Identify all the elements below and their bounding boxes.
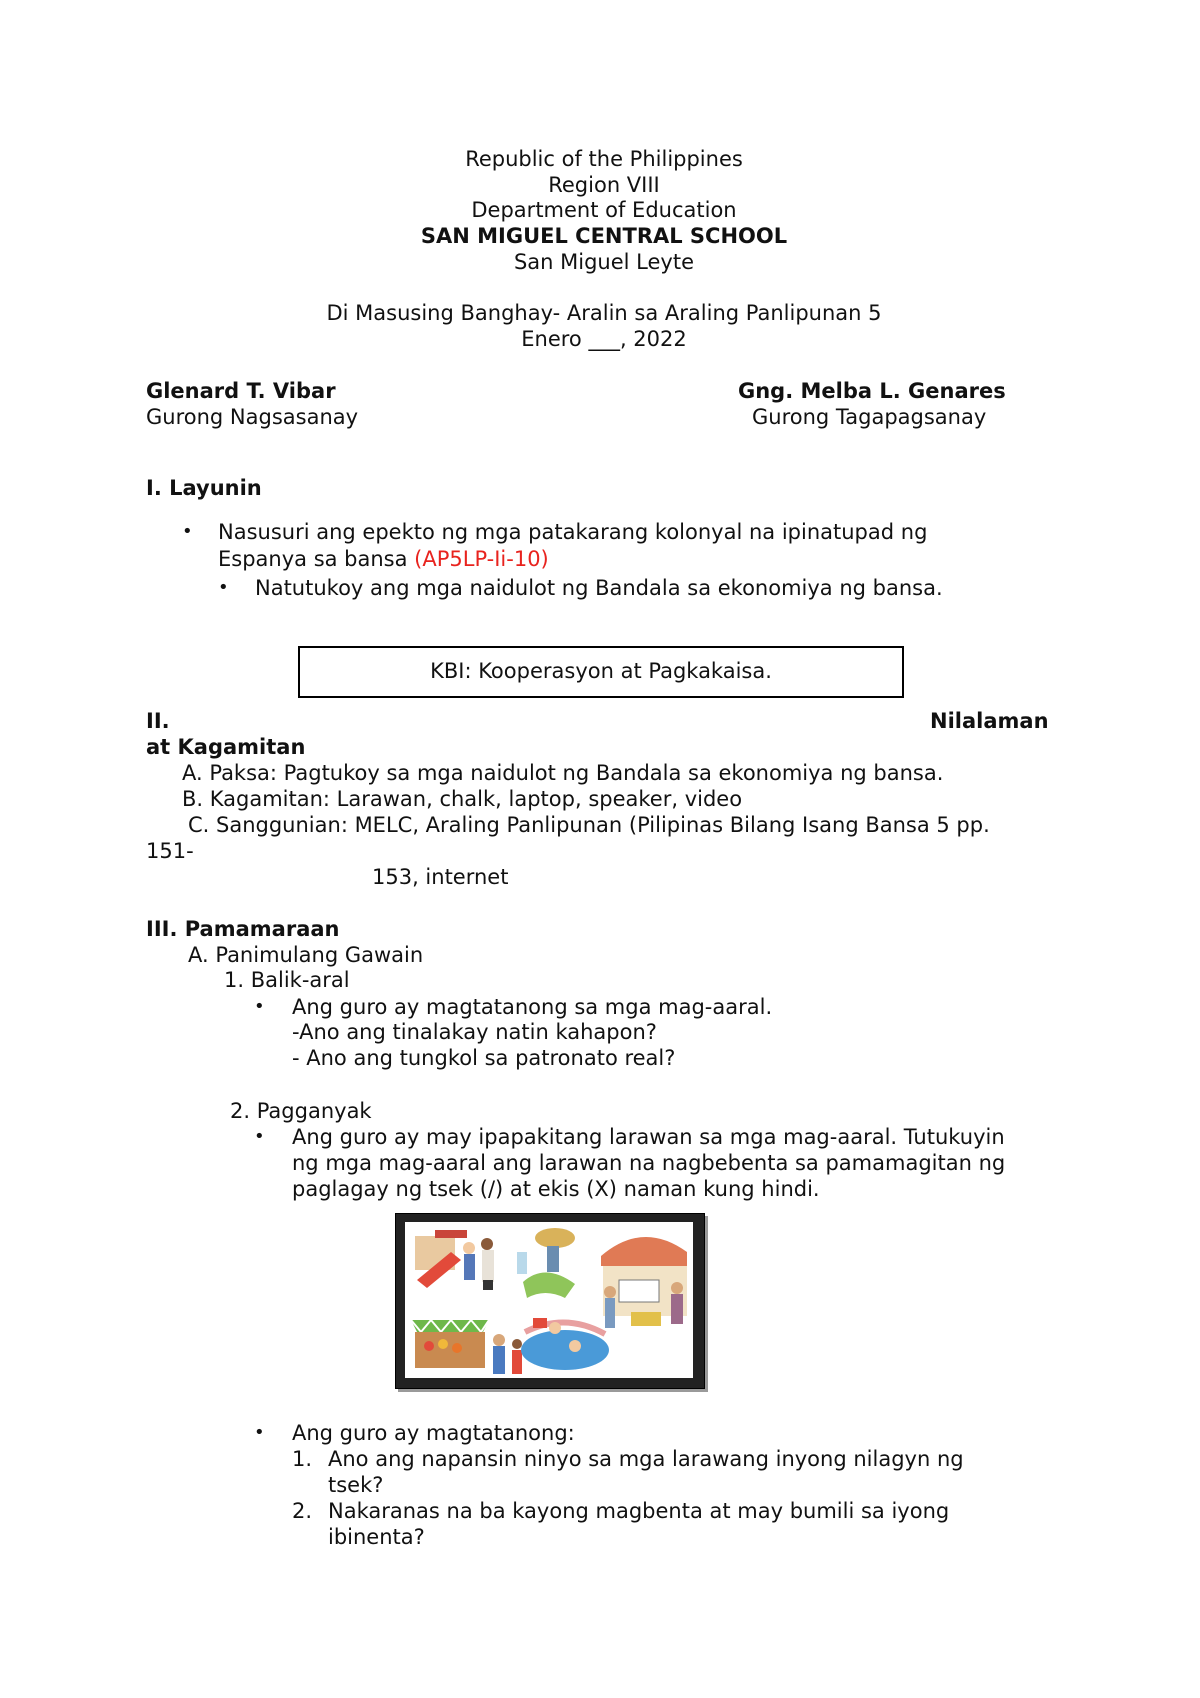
pagganyak-bullet-line-1: Ang guro ay may ipapakitang larawan sa mga mag-aaral. Tutukuyin xyxy=(292,1125,1005,1149)
sanggunian-pages-end: 153, internet xyxy=(372,865,509,889)
sanggunian-item: C. Sanggunian: MELC, Araling Panlipunan (Pilipinas Bilang Isang Bansa 5 pp. xyxy=(188,813,990,837)
questions-intro: Ang guro ay magtatanong: xyxy=(292,1421,575,1445)
student-teacher-name: Glenard T. Vibar xyxy=(146,379,336,403)
collage-illustration xyxy=(405,1222,693,1378)
pagganyak-step: 2. Pagganyak xyxy=(230,1099,372,1123)
pagganyak-bullet-line-2: ng mga mag-aaral ang larawan na nagbebenta sa pamamagitan ng xyxy=(292,1151,1006,1175)
question-2-line-1: Nakaranas na ba kayong magbenta at may bumili sa iyong xyxy=(328,1499,950,1523)
school-location: San Miguel Leyte xyxy=(513,250,695,274)
objective-1-line-2 xyxy=(218,546,549,572)
farmer-picture xyxy=(517,1228,575,1298)
fruit-stand-picture xyxy=(411,1320,522,1374)
bullet-icon: • xyxy=(182,521,193,542)
section-layunin-heading: I. Layunin xyxy=(146,476,262,500)
bullet-icon: • xyxy=(254,1126,265,1147)
objective-2: Natutukoy ang mga naidulot ng Bandala sa ekonomiya ng bansa. xyxy=(255,576,943,600)
playground-picture xyxy=(415,1230,494,1290)
paksa-item: A. Paksa: Pagtukoy sa mga naidulot ng Bandala sa ekonomiya ng bansa. xyxy=(182,761,944,785)
school-name: SAN MIGUEL CENTRAL SCHOOL xyxy=(420,224,788,248)
question-1-line-1: Ano ang napansin ninyo sa mga larawang inyong nilagyn ng xyxy=(328,1447,964,1471)
student-teacher-role: Gurong Nagsasanay xyxy=(146,405,359,429)
question-1-line-2: tsek? xyxy=(328,1473,384,1497)
question-1-number: 1. xyxy=(292,1447,313,1471)
cooperating-teacher-role: Gurong Tagapagsanay xyxy=(752,405,987,429)
lesson-date: Enero ___, 2022 xyxy=(521,327,687,351)
section-nilalaman-number: II. xyxy=(146,709,170,733)
question-2-line-2: ibinenta? xyxy=(328,1525,425,1549)
balik-aral-question-1: -Ano ang tinalakay natin kahapon? xyxy=(292,1020,657,1044)
kbi-text: KBI: Kooperasyon at Pagkakaisa. xyxy=(430,659,772,683)
lesson-plan-title: Di Masusing Banghay- Aralin sa Araling Panlipunan 5 xyxy=(326,301,882,325)
collage-canvas xyxy=(405,1222,693,1378)
sanggunian-pages-start: 151- xyxy=(146,839,194,863)
header-region: Region VIII xyxy=(548,173,660,197)
objective-1-text: Espanya sa bansa xyxy=(218,547,415,571)
section-pamamaraan-heading: III. Pamamaraan xyxy=(146,917,340,941)
question-2-number: 2. xyxy=(292,1499,313,1523)
swimming-picture xyxy=(521,1318,609,1370)
pagganyak-bullet-line-3: paglagay ng tsek (/) at ekis (X) naman kung hindi. xyxy=(292,1177,820,1201)
balik-aral-bullet: Ang guro ay magtatanong sa mga mag-aaral. xyxy=(292,995,773,1019)
balik-aral-step: 1. Balik-aral xyxy=(224,968,350,992)
kbi-box xyxy=(298,646,904,698)
cooperating-teacher-name: Gng. Melba L. Genares xyxy=(738,379,1006,403)
kagamitan-item: B. Kagamitan: Larawan, chalk, laptop, speaker, video xyxy=(182,787,743,811)
competency-code: (AP5LP-Ii-10) xyxy=(414,547,549,571)
header-republic: Republic of the Philippines xyxy=(465,147,743,171)
section-nilalaman-heading-cont: at Kagamitan xyxy=(146,735,306,759)
bullet-icon: • xyxy=(254,996,265,1017)
balik-aral-question-2: - Ano ang tungkol sa patronato real? xyxy=(292,1046,676,1070)
panimulang-gawain: A. Panimulang Gawain xyxy=(188,943,424,967)
selling-pictures-collage xyxy=(395,1213,705,1389)
objective-1-line-1: Nasusuri ang epekto ng mga patakarang kolonyal na ipinatupad ng xyxy=(218,520,928,544)
header-department: Department of Education xyxy=(471,198,737,222)
section-nilalaman-heading: Nilalaman xyxy=(930,709,1049,733)
market-stall-picture xyxy=(601,1237,687,1328)
bullet-icon: • xyxy=(254,1422,265,1443)
bullet-icon: • xyxy=(218,577,229,598)
